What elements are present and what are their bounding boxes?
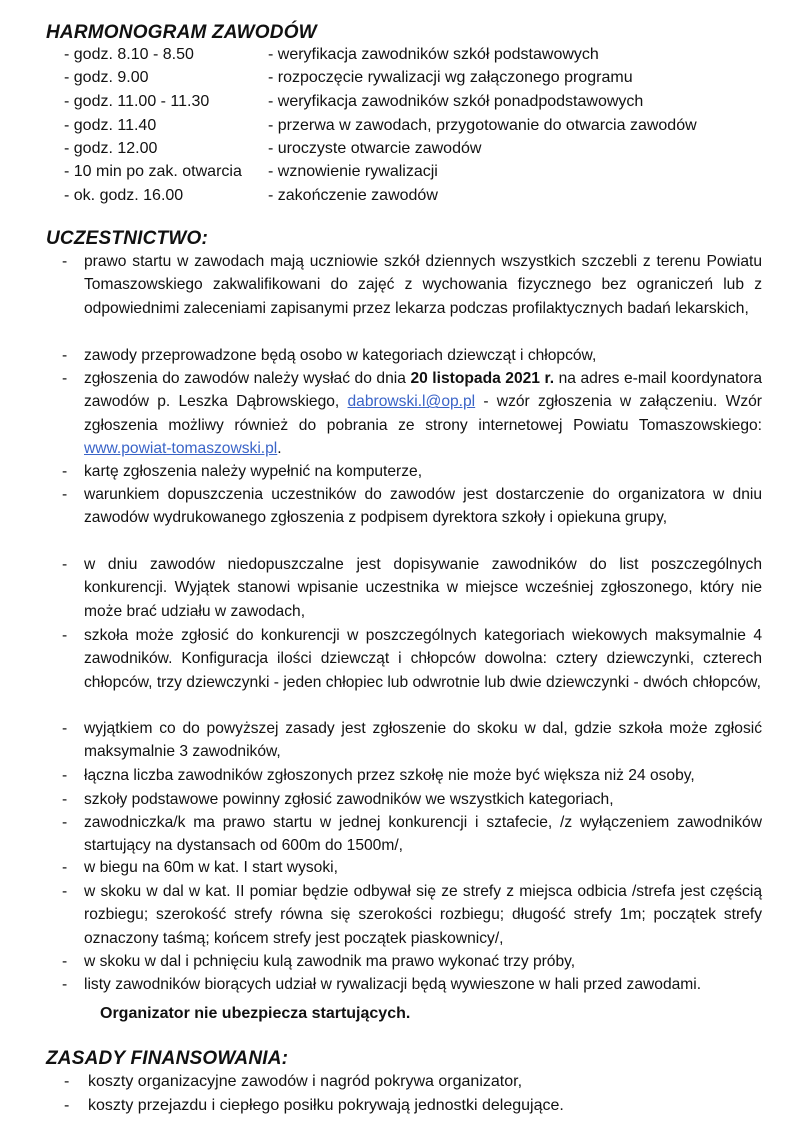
list-item bbox=[62, 788, 762, 811]
list-item bbox=[62, 950, 762, 973]
schedule-time: - 10 min po zak. otwarcia bbox=[64, 163, 242, 180]
schedule-desc: - weryfikacja zawodników szkół podstawowych bbox=[268, 46, 599, 63]
list-dash: - bbox=[62, 767, 68, 784]
schedule-row bbox=[64, 46, 784, 69]
schedule-desc: - weryfikacja zawodników szkół ponadpodstawowych bbox=[268, 93, 644, 110]
email-link[interactable]: dabrowski.l@op.pl bbox=[347, 393, 476, 411]
list-item-text: wyjątkiem co do powyższej zasady jest zgłoszenie do skoku w dal, gdzie szkoła może zgłosić maksymalnie 3 zawodników, bbox=[84, 720, 762, 761]
schedule-desc: - zakończenie zawodów bbox=[268, 187, 438, 204]
schedule-row bbox=[64, 140, 784, 163]
list-item bbox=[62, 856, 762, 879]
list-item-text: warunkiem dopuszczenia uczestników do zawodów jest dostarczenie do organizatora w dniu zawodów wydrukowanego zgłoszenia z podpisem dyrektora szkoły i opiekuna grupy, bbox=[84, 486, 762, 527]
text-segment: na adres e-mail koordynatora zawodów p. Leszka Dąbrowskiego, bbox=[84, 370, 763, 411]
list-item bbox=[62, 367, 762, 461]
list-dash: - bbox=[64, 1097, 70, 1114]
schedule-row bbox=[64, 117, 784, 140]
list-dash: - bbox=[62, 814, 68, 831]
schedule-desc: - rozpoczęcie rywalizacji wg załączonego programu bbox=[268, 69, 633, 86]
list-item bbox=[62, 553, 762, 623]
list-item bbox=[62, 344, 762, 367]
list-item-text: prawo startu w zawodach mają uczniowie szkół dziennych wszystkich szczebli z terenu Powiatu Tomaszowskiego zakwalifikowani do zajęć z wychowania fizycznego bez ograniczeń lub z odpowiednimi zaleceniami zapisanymi przez lekarza podczas profilaktycznych badań lekarskich, bbox=[84, 253, 762, 317]
schedule-desc: - uroczyste otwarcie zawodów bbox=[268, 140, 482, 157]
list-item bbox=[62, 764, 762, 787]
schedule-desc: - wznowienie rywalizacji bbox=[268, 163, 438, 180]
list-item-text: zawodniczka/k ma prawo startu w jednej konkurencji i sztafecie, /z wyłączeniem zawodników startujący na dystansach od 600m do 1500m/, bbox=[84, 814, 762, 855]
list-dash: - bbox=[62, 976, 68, 993]
schedule-time: - godz. 11.40 bbox=[64, 117, 157, 134]
list-dash: - bbox=[62, 253, 68, 270]
list-dash: - bbox=[62, 627, 68, 644]
list-dash: - bbox=[62, 556, 68, 573]
list-item bbox=[62, 973, 762, 996]
list-item-text: szkoły podstawowe powinny zgłosić zawodników we wszystkich kategoriach, bbox=[84, 791, 614, 808]
list-dash: - bbox=[64, 1073, 70, 1090]
list-item bbox=[62, 717, 762, 764]
schedule-row bbox=[64, 93, 784, 116]
participation-heading: UCZESTNICTWO: bbox=[46, 228, 208, 249]
list-dash: - bbox=[62, 953, 68, 970]
schedule-time: - godz. 9.00 bbox=[64, 69, 149, 86]
list-item bbox=[62, 624, 762, 694]
schedule-row bbox=[64, 187, 784, 210]
text-segment: . bbox=[277, 440, 282, 458]
list-item-text: kartę zgłoszenia należy wypełnić na komputerze, bbox=[84, 463, 423, 480]
list-item bbox=[62, 483, 762, 530]
list-item-text: koszty przejazdu i ciepłego posiłku pokrywają jednostki delegujące. bbox=[88, 1097, 564, 1114]
list-item-text: w skoku w dal w kat. II pomiar będzie odbywał się ze strefy z miejsca odbicia /strefa jest częścią rozbiegu; szerokość strefy równa się szerokości rozbiegu; długość strefy 1m; początek strefy oznaczony taśmą; końcem strefy jest początek piaskownicy/, bbox=[84, 883, 762, 947]
schedule-time: - godz. 11.00 - 11.30 bbox=[64, 93, 210, 110]
list-item bbox=[62, 880, 762, 950]
list-dash: - bbox=[62, 883, 68, 900]
list-dash: - bbox=[62, 347, 68, 364]
schedule-row bbox=[64, 163, 784, 186]
website-link[interactable]: www.powiat-tomaszowski.pl bbox=[84, 440, 278, 458]
list-item-text: szkoła może zgłosić do konkurencji w poszczególnych kategoriach wiekowych maksymalnie 4 zawodników. Konfiguracja ilości dziewcząt i chłopców dowolna: cztery dziewczynki, czterech chłopców, trzy dziewczynki - jeden chłopiec lub odwrotnie lub dwie dziewczynki - dwóch chłopców, bbox=[84, 627, 762, 691]
list-item-text: listy zawodników biorących udział w rywalizacji będą wywieszone w hali przed zawodami. bbox=[84, 976, 702, 993]
organizer-note: Organizator nie ubezpiecza startujących. bbox=[100, 1005, 411, 1022]
list-item-text: w dniu zawodów niedopuszczalne jest dopisywanie zawodników do list poszczególnych konkurencji. Wyjątek stanowi wpisanie uczestnika w miejsce wcześniej zgłoszonego, który nie może brać udziału w zawodach, bbox=[84, 556, 762, 620]
list-item bbox=[62, 460, 762, 483]
list-item bbox=[62, 811, 762, 858]
list-dash: - bbox=[62, 720, 68, 737]
list-dash: - bbox=[62, 791, 68, 808]
list-item-text: w biegu na 60m w kat. I start wysoki, bbox=[84, 859, 338, 876]
list-item-text: łączna liczba zawodników zgłoszonych przez szkołę nie może być większa niż 24 osoby, bbox=[84, 767, 695, 784]
deadline-date: 20 listopada 2021 r. bbox=[410, 370, 555, 387]
list-item-text: zawody przeprowadzone będą osobo w kategoriach dziewcząt i chłopców, bbox=[84, 347, 597, 364]
list-dash: - bbox=[62, 370, 68, 387]
schedule-row bbox=[64, 69, 784, 92]
list-item-text: koszty organizacyjne zawodów i nagród pokrywa organizator, bbox=[88, 1073, 523, 1090]
text-segment: zgłoszenia do zawodów należy wysłać do dnia bbox=[84, 370, 411, 387]
list-item bbox=[62, 250, 762, 320]
schedule-time: - godz. 12.00 bbox=[64, 140, 158, 157]
schedule-time: - ok. godz. 16.00 bbox=[64, 187, 184, 204]
text-segment: - wzór zgłoszenia w załączeniu. Wzór zgłoszenia możliwy również do pobrania ze strony internetowej Powiatu Tomaszowskiego: bbox=[84, 393, 762, 434]
schedule-desc: - przerwa w zawodach, przygotowanie do otwarcia zawodów bbox=[268, 117, 697, 134]
list-dash: - bbox=[62, 463, 68, 480]
schedule-heading: HARMONOGRAM ZAWODÓW bbox=[46, 22, 317, 43]
financing-heading: ZASADY FINANSOWANIA: bbox=[46, 1048, 289, 1069]
list-dash: - bbox=[62, 859, 68, 876]
list-item-text: w skoku w dal i pchnięciu kulą zawodnik ma prawo wykonać trzy próby, bbox=[84, 953, 576, 970]
list-item-text bbox=[84, 367, 762, 461]
list-dash: - bbox=[62, 486, 68, 503]
schedule-time: - godz. 8.10 - 8.50 bbox=[64, 46, 194, 63]
